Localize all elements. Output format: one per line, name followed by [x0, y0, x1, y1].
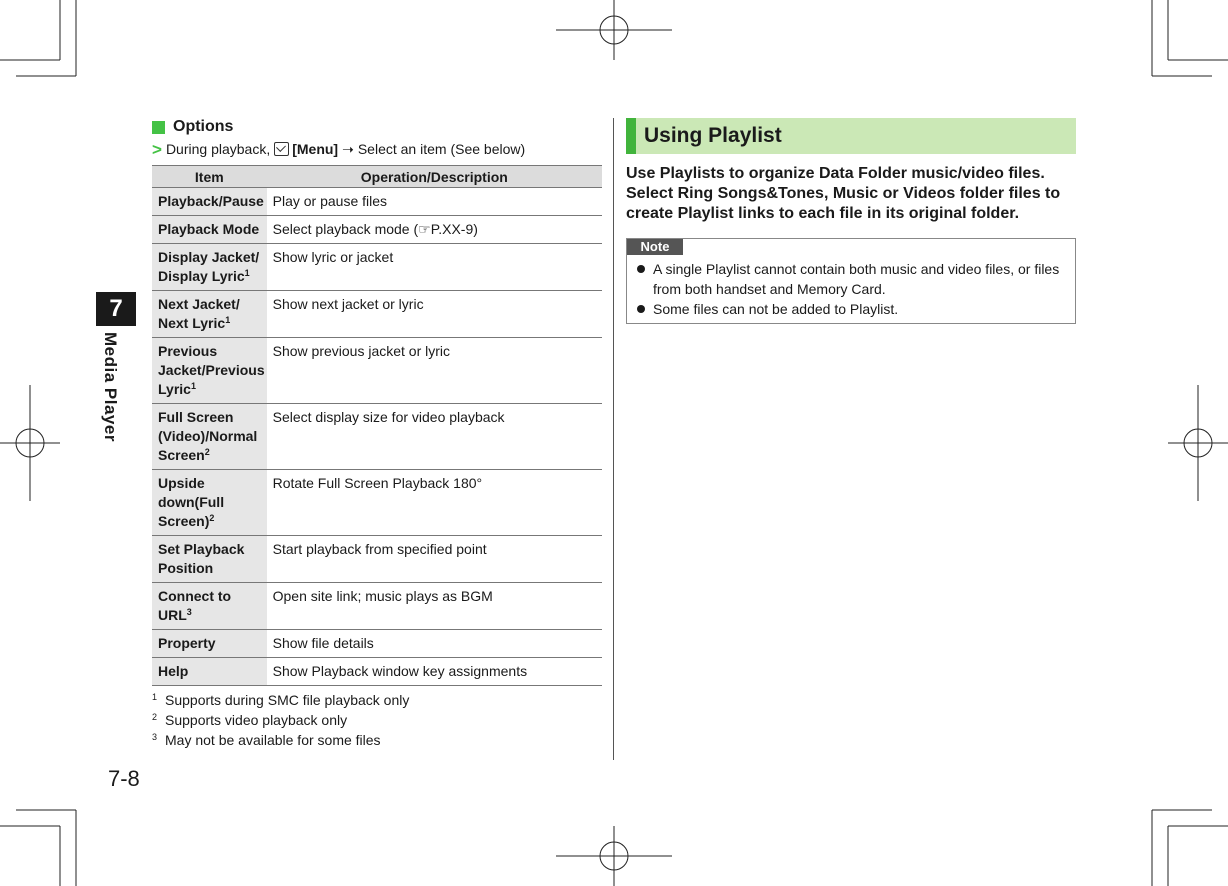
row-description: Show previous jacket or lyric [267, 338, 602, 404]
row-description: Select display size for video playback [267, 404, 602, 470]
footnote-mark: 3 [152, 732, 158, 742]
row-item: Display Jacket/ Display Lyric$^1$ [152, 244, 267, 291]
row-description: Show Playback window key assignments [267, 658, 602, 686]
row-description: Select playback mode (☞P.XX-9) [267, 216, 602, 244]
section-title: Using Playlist [644, 124, 782, 147]
row-description: Rotate Full Screen Playback 180° [267, 470, 602, 536]
row-description: Start playback from specified point [267, 536, 602, 583]
chapter-number-tab: 7 [96, 292, 136, 326]
bullet-icon [637, 265, 645, 273]
playlist-section [626, 118, 1076, 324]
green-square-icon [152, 121, 165, 134]
header-item: Item [152, 166, 267, 188]
table-row [152, 583, 602, 630]
footnote-text: Supports video playback only [165, 712, 348, 728]
page-number: 7-8 [108, 766, 140, 791]
footnote-ref: 3 [186, 607, 192, 617]
row-item: Help [152, 658, 267, 686]
note-label: Note [627, 239, 683, 255]
note-box [626, 238, 1076, 324]
step-arrow-icon: ➝ [342, 140, 354, 157]
note-text: Some files can not be added to Playlist. [653, 301, 899, 317]
row-description: Open site link; music plays as BGM [267, 583, 602, 630]
options-section [152, 116, 602, 750]
column-divider [613, 118, 614, 760]
row-description: Show file details [267, 630, 602, 658]
footnote-ref: 1 [244, 268, 250, 278]
chapter-label: Media Player [101, 332, 120, 442]
options-table [152, 165, 602, 686]
bullet-icon [637, 305, 645, 313]
mail-key-icon [274, 142, 289, 156]
footnotes [152, 690, 602, 750]
header-description: Operation/Description [267, 166, 602, 188]
options-heading [152, 116, 602, 138]
footnote-ref: 1 [225, 315, 231, 325]
footnote-ref: 2 [209, 513, 215, 523]
table-row [152, 188, 602, 216]
table-header-row [152, 166, 602, 188]
table-row [152, 404, 602, 470]
options-title: Options [173, 118, 234, 135]
step-chevron-icon: > [152, 139, 162, 159]
row-item: Playback Mode [152, 216, 267, 244]
note-text: A single Playlist cannot contain both music and video files, or files from both handset and Memory Card. [653, 261, 1060, 297]
row-item: Previous Jacket/Previous Lyric$^1$ [152, 338, 267, 404]
row-description: Show next jacket or lyric [267, 291, 602, 338]
step-suffix: Select an item (See below) [357, 141, 526, 157]
row-description: Play or pause files [267, 188, 602, 216]
step-menu: [Menu] [292, 141, 339, 157]
table-row [152, 216, 602, 244]
row-item: Upside down(Full Screen)$^2$ [152, 470, 267, 536]
note-item [635, 259, 1069, 299]
row-item: Connect to URL$^3$ [152, 583, 267, 630]
intro-text: Use Playlists to organize Data Folder music/video files. Select Ring Songs&Tones, Music or Videos folder files to create Playlist links to each file in its original folder. [626, 165, 1061, 222]
section-heading [626, 118, 1076, 154]
footnote-item [152, 710, 602, 730]
table-row [152, 658, 602, 686]
table-row [152, 470, 602, 536]
footnote-item [152, 730, 602, 750]
table-row [152, 291, 602, 338]
table-row [152, 244, 602, 291]
table-row [152, 338, 602, 404]
footnote-mark: 1 [152, 692, 158, 702]
footnote-mark: 2 [152, 712, 158, 722]
table-row [152, 536, 602, 583]
note-item [635, 299, 1069, 319]
footnote-item [152, 690, 602, 710]
footnote-ref: 2 [204, 447, 210, 457]
row-item: Property [152, 630, 267, 658]
options-step [152, 139, 602, 159]
footnote-text: Supports during SMC file playback only [165, 692, 410, 708]
row-item: Playback/Pause [152, 188, 267, 216]
step-prefix: During playback, [165, 141, 271, 157]
row-item: Full Screen (Video)/Normal Screen$^2$ [152, 404, 267, 470]
row-item: Next Jacket/ Next Lyric$^1$ [152, 291, 267, 338]
footnote-ref: 1 [190, 381, 196, 391]
row-description: Show lyric or jacket [267, 244, 602, 291]
table-row [152, 630, 602, 658]
footnote-text: May not be available for some files [165, 732, 381, 748]
row-item: Set Playback Position [152, 536, 267, 583]
